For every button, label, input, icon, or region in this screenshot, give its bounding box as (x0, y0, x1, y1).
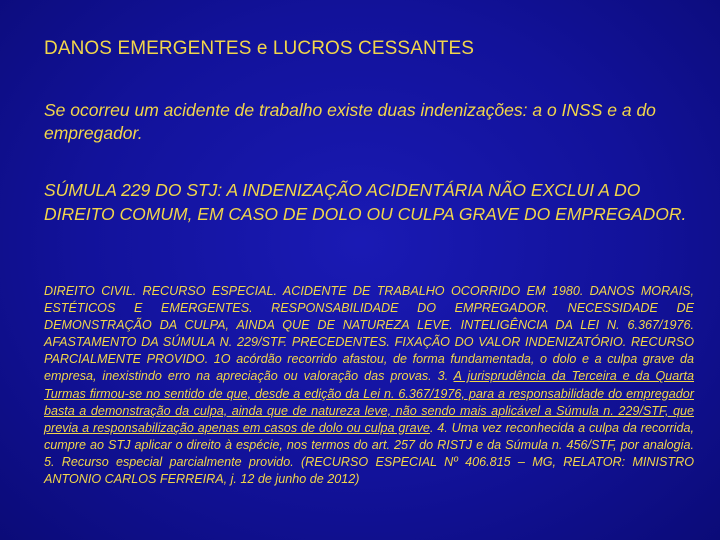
paragraph-sumula-229: SÚMULA 229 DO STJ: A INDENIZAÇÃO ACIDENTÁRIA NÃO EXCLUI A DO DIREITO COMUM, EM CASO DE DOLO OU CULPA GRAVE DO EMPREGADOR. (44, 180, 687, 224)
slide-title: DANOS EMERGENTES e LUCROS CESSANTES (44, 38, 475, 59)
paragraph-indenizacoes: Se ocorreu um acidente de trabalho existe duas indenizações: a o INSS e a do empregador. (44, 100, 656, 143)
jurisprudencia-underlined-text: A jurisprudência da Terceira e da Quarta Turmas firmou-se no sentido de que, desde a edição da Lei n. 6.367/1976, para a responsabilidade do empregador basta a demonstração da culpa, ainda que de natureza leve, não sendo mais aplicável a Súmula n. 229/STF, que previa a responsabilização apenas em casos de dolo ou culpa grave (44, 369, 694, 435)
jurisprudencia-text-part-1: DIREITO CIVIL. RECURSO ESPECIAL. ACIDENTE DE TRABALHO OCORRIDO EM 1980. DANOS MORAIS, ESTÉTICOS E EMERGENTES. RESPONSABILIDADE DO EMPREGADOR. NECESSIDADE DE DEMONSTRAÇÃO DA CULPA, AINDA QUE DE NATUREZA LEVE. INTELIGÊNCIA DA LEI N. 6.367/1976. AFASTAMENTO DA SÚMULA N. 229/STF. PRECEDENTES. FIXAÇÃO DO VALOR INDENIZATÓRIO. RECURSO PARCIALMENTE PROVIDO. 1O acórdão recorrido afastou, de forma fundamentada, o dolo e a culpa grave da empresa, inexistindo erro na apreciação ou valoração das provas. 3. (44, 284, 694, 384)
paragraph-jurisprudencia (44, 283, 694, 488)
jurisprudencia-text-part-2: . 4. Uma vez reconhecida a culpa da recorrida, cumpre ao STJ aplicar o direito à espécie, nos termos do art. 257 do RISTJ e da Súmula n. 456/STF, por analogia. 5. Recurso especial parcialmente provido. (RECURSO ESPECIAL Nº 406.815 – MG, RELATOR: MINISTRO ANTONIO CARLOS FERREIRA, j. 12 de junho de 2012) (44, 420, 694, 487)
